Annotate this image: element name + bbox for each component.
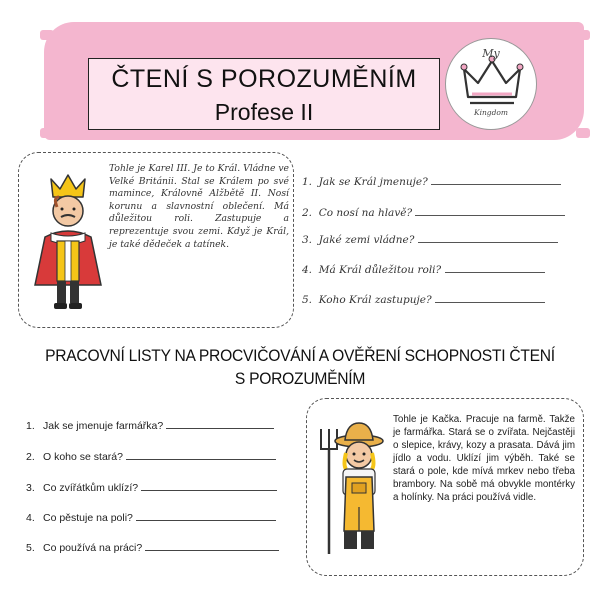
king-question: 1. Jak se Král jmenuje? (302, 176, 561, 188)
king-question: 3. Jaké zemi vládne? (302, 234, 558, 246)
answer-line[interactable] (445, 272, 545, 273)
answer-line[interactable] (415, 215, 565, 216)
king-icon (27, 167, 109, 317)
page-subtitle: Profese II (214, 99, 314, 125)
farmer-question: 5. Co používá na práci? (26, 542, 279, 554)
logo-text-top: My (482, 47, 500, 60)
answer-line[interactable] (126, 459, 276, 460)
banner-pin (576, 128, 590, 138)
king-story-text: Tohle je Karel III. Je to Král. Vládne ve Velké Británii. Stal se Králem po své mamince, Královně Alžbětě II. Nosí korunu a slavnostní oblečení. Má důležitou roli. Zastupuje a reprezentuje svou zemi. Když je Král, je také dědeček a tatínek. (109, 163, 289, 250)
king-reading-card (18, 152, 294, 328)
answer-line[interactable] (435, 302, 545, 303)
kingdom-logo (445, 38, 537, 130)
king-illustration (27, 167, 109, 322)
farmer-question: 2. O koho se stará? (26, 451, 276, 463)
king-question: 2. Co nosí na hlavě? (302, 207, 565, 219)
answer-line[interactable] (418, 242, 558, 243)
banner-pin (576, 30, 590, 40)
page-title: ČTENÍ S POROZUMĚNÍM (111, 65, 417, 93)
farmer-question: 4. Co pěstuje na poli? (26, 512, 276, 524)
logo-text-bottom: Kingdom (473, 108, 509, 117)
farmer-icon (319, 419, 389, 559)
banner-pin (40, 128, 54, 138)
answer-line[interactable] (145, 550, 279, 551)
king-question: 5. Koho Král zastupuje? (302, 294, 545, 306)
farmer-reading-card (306, 398, 584, 576)
section-title: PRACOVNÍ LISTY NA PROCVIČOVÁNÍ A OVĚŘENÍ SCHOPNOSTI ČTENÍ S POROZUMĚNÍM (45, 346, 555, 388)
farmer-story-text: Tohle je Kačka. Pracuje na farmě. Takže je farmářka. Stará se o zvířata. Nejčastěji o slepice, krávy, kozy a prasata. Dává jim jídlo a vodu. Uklízí jim výběh. Také se stará o pole, kde mívá mrkev nebo třeba brambory. Na sobě má obvykle montérky a holínky. Na práci používá vidle. (393, 414, 575, 503)
farmer-question: 1. Jak se jmenuje farmářka? (26, 420, 274, 432)
answer-line[interactable] (431, 184, 561, 185)
banner-pin (40, 30, 54, 40)
farmer-question: 3. Co zvířátkům uklízí? (26, 482, 277, 494)
title-box (88, 58, 440, 130)
king-question: 4. Má Král důležitou roli? (302, 264, 545, 276)
answer-line[interactable] (136, 520, 276, 521)
answer-line[interactable] (166, 428, 274, 429)
answer-line[interactable] (141, 490, 277, 491)
farmer-illustration (319, 419, 389, 564)
